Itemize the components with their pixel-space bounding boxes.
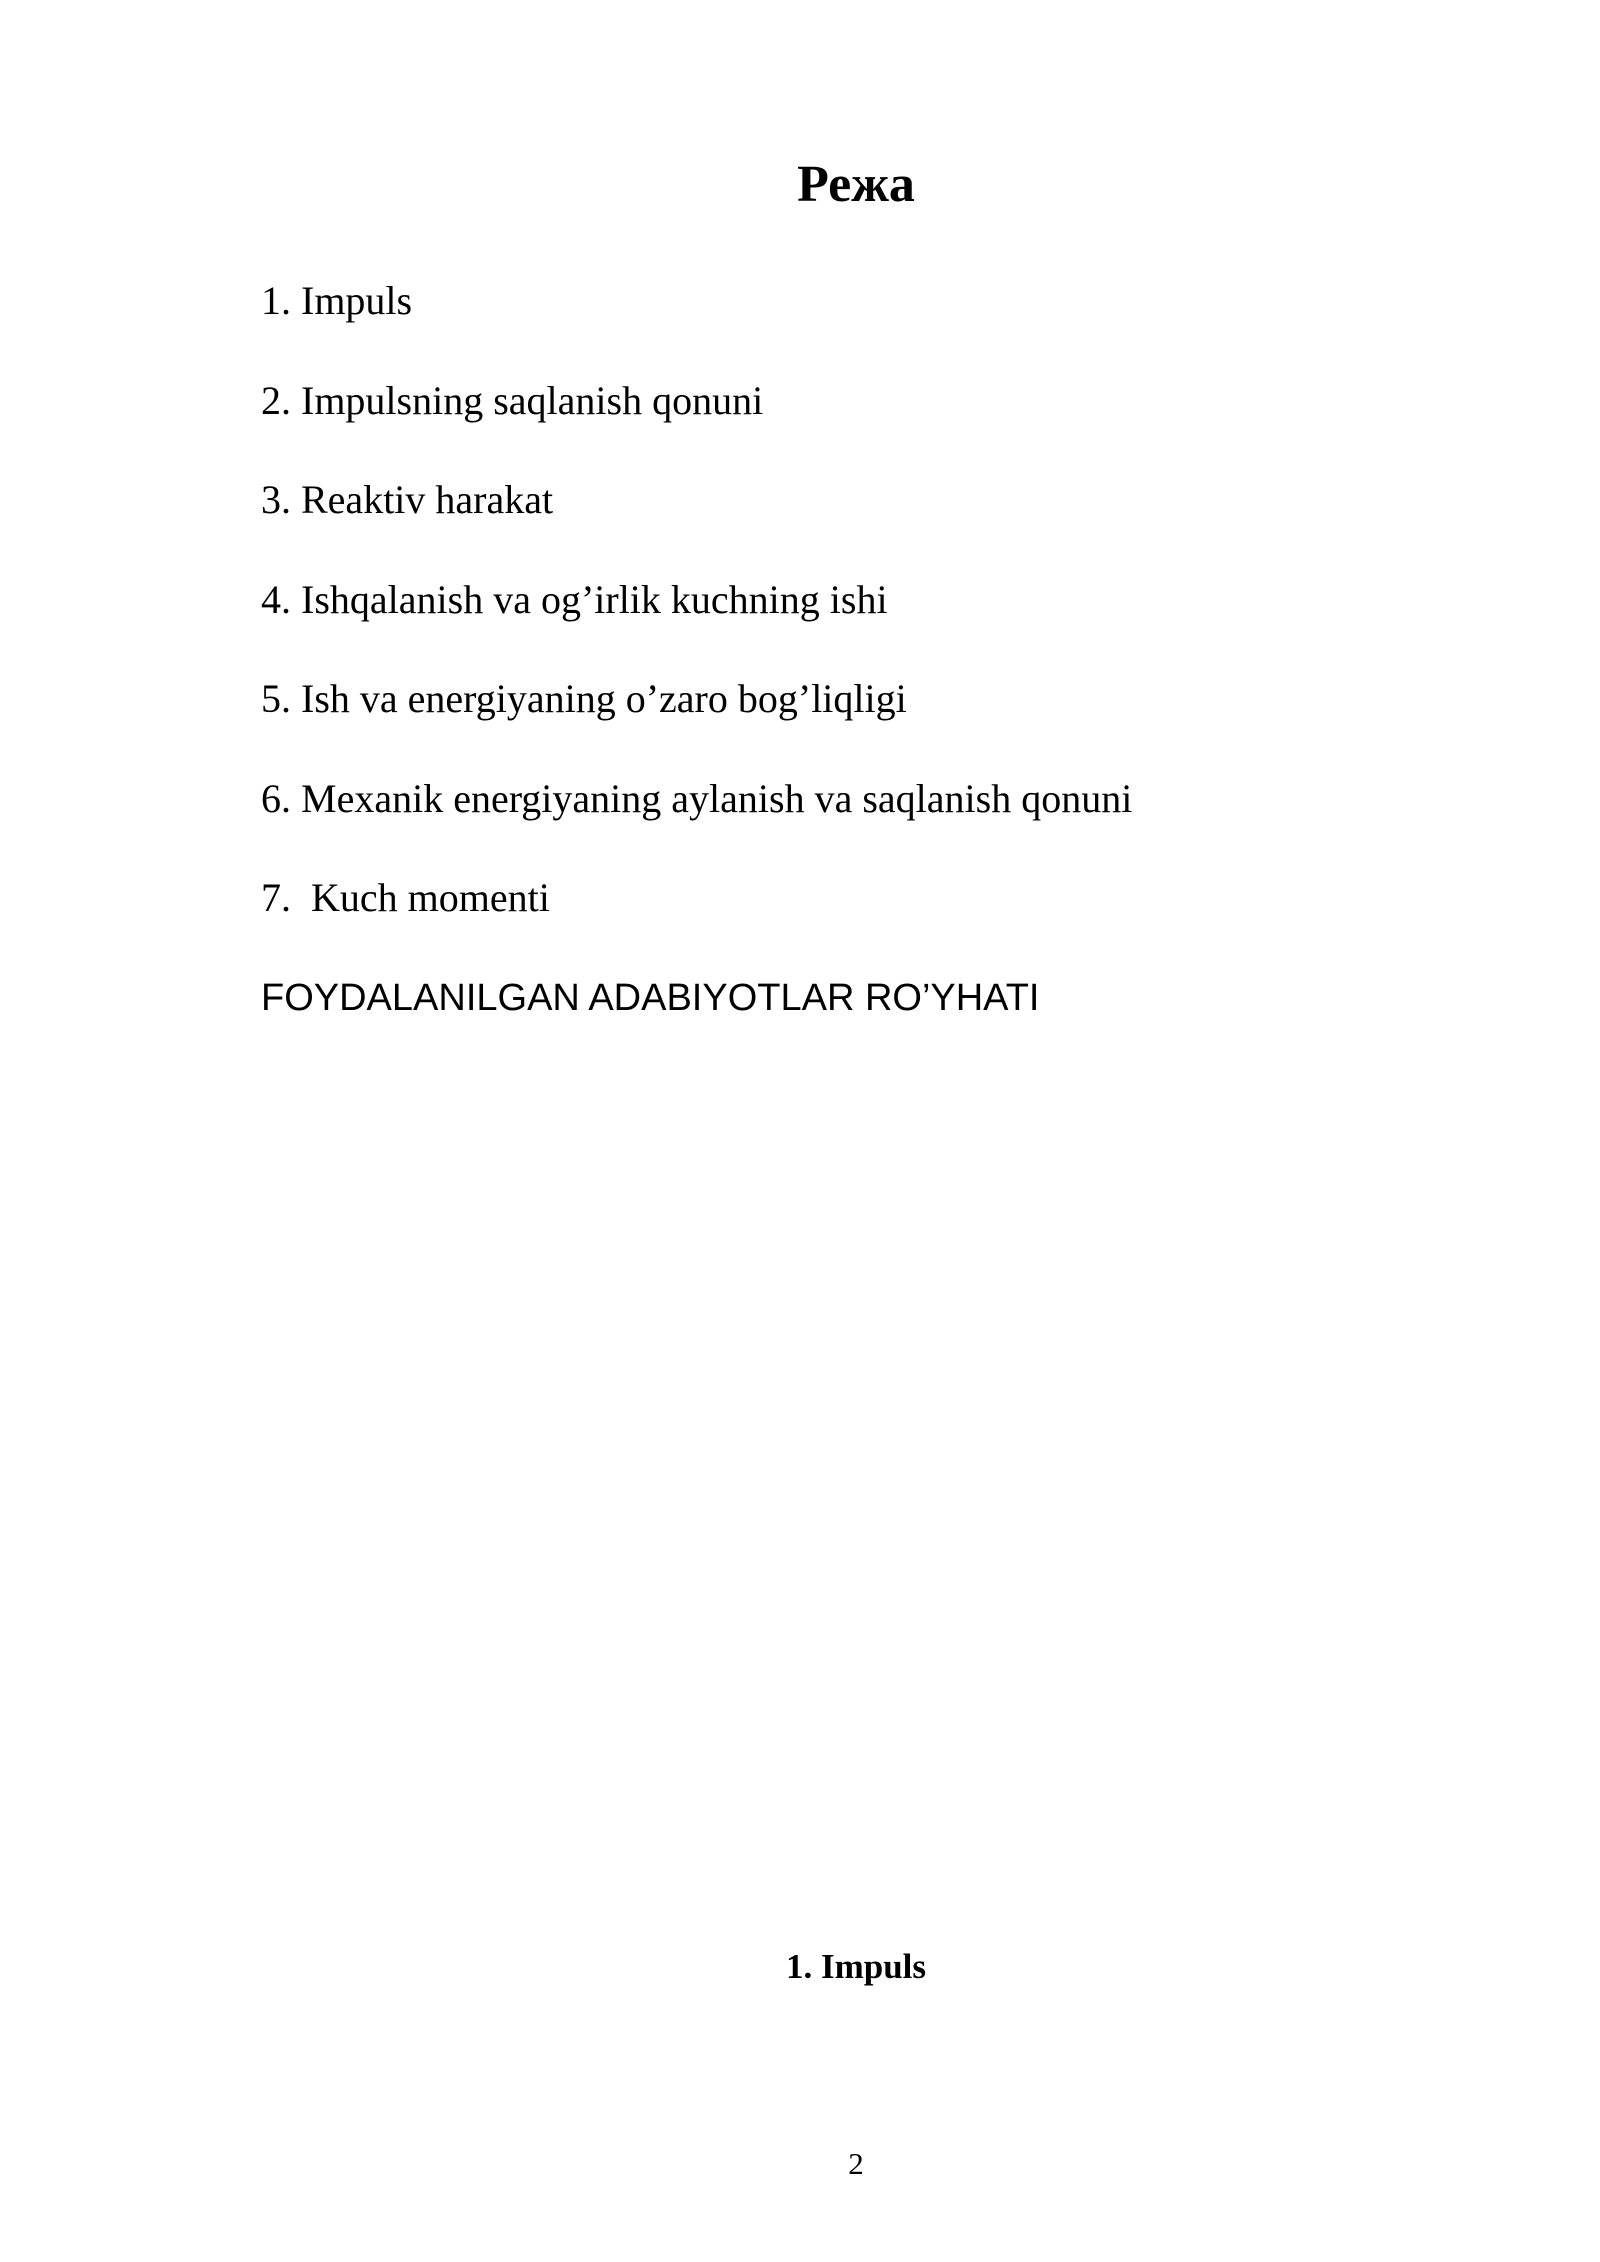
page-title: Режа: [797, 156, 915, 213]
page-number: 2: [848, 2146, 864, 2181]
plan-item-friction-gravity-work: 4. Ishqalanish va og’irlik kuchning ishi: [261, 576, 888, 622]
plan-item-reactive-motion: 3. Reaktiv harakat: [261, 477, 554, 522]
plan-list: [261, 272, 1132, 1068]
plan-item-force-moment: 7. Kuch momenti: [261, 875, 550, 920]
section-heading: 1. Impuls: [785, 1947, 927, 1986]
plan-item-impuls: 1. Impuls: [261, 278, 413, 323]
plan-item-mechanical-energy-conservation: 6. Mexanik energiyaning aylanish va saqlanish qonuni: [261, 775, 1133, 821]
plan-item-work-energy-relation: 5. Ish va energiyaning o’zaro bog’liqligi: [261, 676, 907, 721]
references-heading: FOYDALANILGAN ADABIYOTLAR RO’YHATI: [261, 976, 1040, 1019]
plan-item-impuls-conservation: 2. Impulsning saqlanish qonuni: [261, 377, 764, 423]
